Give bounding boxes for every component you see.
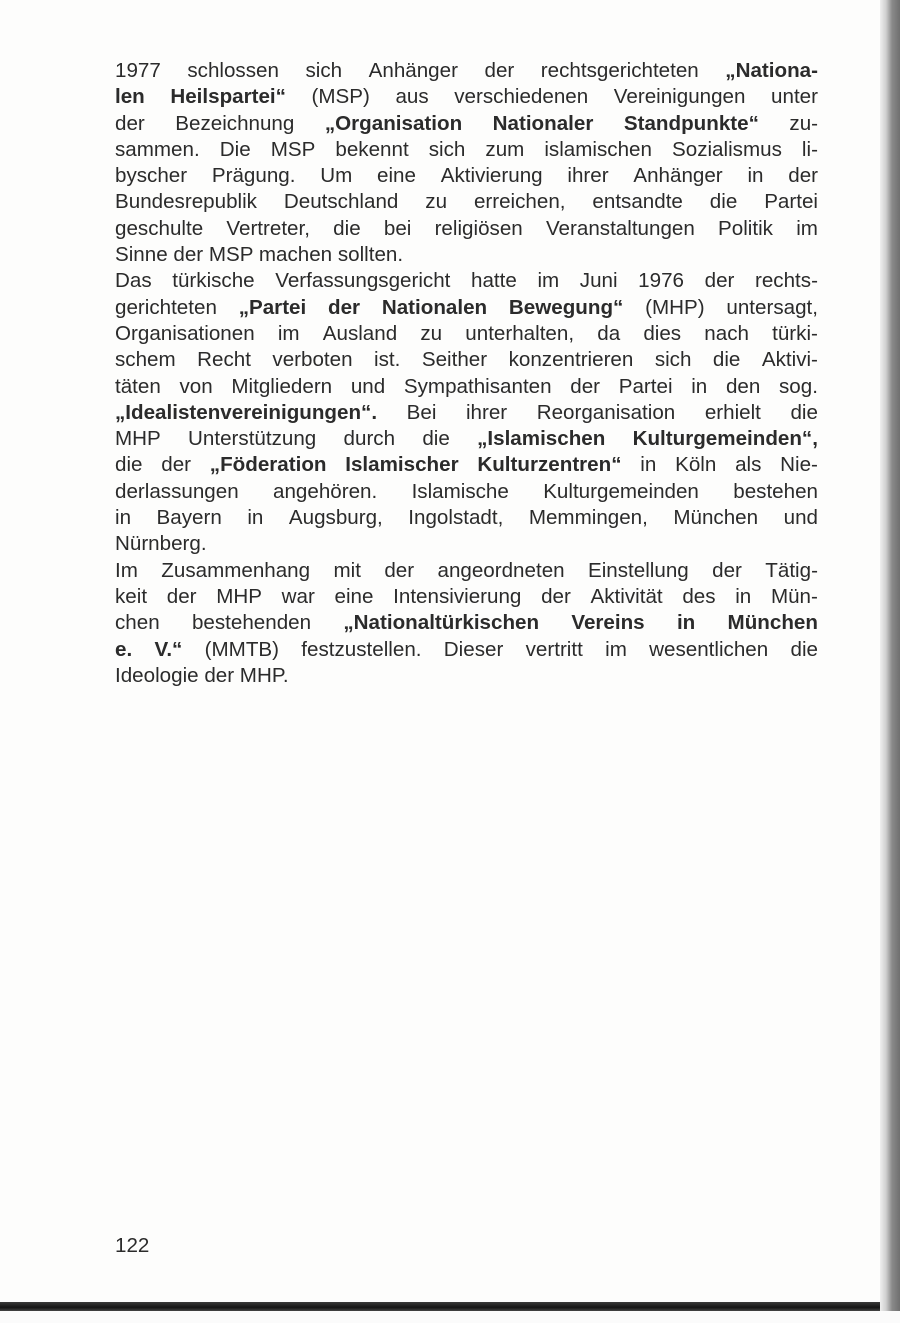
word: in xyxy=(676,611,696,635)
word: derlassungen xyxy=(115,479,239,503)
word: in xyxy=(247,506,264,530)
text-line xyxy=(115,505,818,531)
text-run: Sinne der MSP machen sollten. xyxy=(115,243,404,267)
text-line xyxy=(115,374,818,400)
word: li- xyxy=(801,137,818,161)
word: in xyxy=(747,164,764,188)
text-line xyxy=(115,216,818,242)
word: München xyxy=(727,611,818,635)
word: nach xyxy=(704,321,749,345)
word: und xyxy=(350,374,386,398)
word: sich xyxy=(305,59,343,82)
word: Vereins xyxy=(571,611,645,635)
text-line xyxy=(115,479,818,505)
word: sog. xyxy=(779,374,818,398)
word: ihrer xyxy=(465,400,508,424)
word: Dieser xyxy=(443,637,504,661)
word: (MMTB) xyxy=(204,637,279,661)
word: (MHP) xyxy=(645,295,705,319)
word: und xyxy=(783,506,818,530)
word: Memmingen, xyxy=(528,506,648,530)
word: da xyxy=(597,321,621,345)
word: Seither xyxy=(421,348,488,372)
word: die xyxy=(422,427,450,451)
word: len xyxy=(115,85,145,109)
word: der xyxy=(788,164,818,188)
word: der xyxy=(712,558,742,582)
word: Politik xyxy=(718,216,773,240)
word: Kulturgemeinden“, xyxy=(632,427,818,451)
word: Islamischer xyxy=(345,453,459,477)
word: geschulte xyxy=(115,216,204,240)
text-line xyxy=(115,452,818,478)
word: Sozialismus xyxy=(672,137,782,161)
word: der xyxy=(484,59,515,82)
word: Ingolstadt, xyxy=(408,506,504,530)
word: MHP xyxy=(115,427,161,451)
word: verschiedenen xyxy=(454,85,589,109)
word: sich xyxy=(428,137,466,161)
text-line xyxy=(115,584,818,610)
word: Standpunkte“ xyxy=(623,111,759,135)
word: Nationaler xyxy=(492,111,594,135)
word: bekennt xyxy=(335,137,409,161)
word: im xyxy=(605,637,627,661)
word: ist. xyxy=(374,348,401,372)
word: der xyxy=(704,269,735,293)
text-line xyxy=(115,321,818,347)
word: die xyxy=(790,400,818,424)
word: angehören. xyxy=(273,479,378,503)
word: in xyxy=(115,506,132,530)
word: Aktivität xyxy=(590,584,663,608)
word: bei xyxy=(383,216,412,240)
word: türki- xyxy=(772,321,818,345)
word: Im xyxy=(115,558,138,582)
text-line xyxy=(115,637,818,663)
text-line xyxy=(115,663,818,689)
word: dies xyxy=(643,321,682,345)
word: „Organisation xyxy=(324,111,463,135)
text-line xyxy=(115,295,818,321)
word: Partei xyxy=(618,374,673,398)
word: 1976 xyxy=(638,269,684,293)
text-line xyxy=(115,189,818,215)
word: „Idealistenvereinigungen“. xyxy=(115,400,378,424)
word: aus xyxy=(395,85,429,109)
page-number: 122 xyxy=(115,1234,150,1257)
word: Vereinigungen xyxy=(613,85,746,109)
word: „Nationa- xyxy=(725,59,818,82)
word: der xyxy=(161,453,192,477)
word: rechtsgerichteten xyxy=(540,59,699,82)
word: V.“ xyxy=(154,637,183,661)
word: die xyxy=(709,190,738,214)
word: eine xyxy=(334,584,374,608)
word: Mün- xyxy=(770,584,818,608)
word: Bewegung“ xyxy=(508,295,624,319)
word: Bezeichnung xyxy=(175,111,295,135)
word: Zusammenhang xyxy=(161,558,311,582)
word: religiösen xyxy=(434,216,523,240)
word: schem xyxy=(115,348,176,372)
word: untersagt, xyxy=(726,295,818,319)
word: entsandte xyxy=(592,190,683,214)
word: bestehenden xyxy=(191,611,312,635)
word: mit xyxy=(333,558,361,582)
word: Mitgliedern xyxy=(231,374,333,398)
text-line xyxy=(115,268,818,294)
text-line xyxy=(115,58,818,84)
word: erreichen, xyxy=(473,190,566,214)
word: Prägung. xyxy=(211,164,296,188)
word: „Föderation xyxy=(209,453,327,477)
word: keit xyxy=(115,584,148,608)
word: gerichteten xyxy=(115,295,217,319)
word: Partei xyxy=(764,190,818,214)
word: Die xyxy=(219,137,251,161)
word: war xyxy=(281,584,315,608)
word: Juni xyxy=(579,269,618,293)
word: Recht xyxy=(197,348,251,372)
word: der xyxy=(541,584,571,608)
word: „Islamischen xyxy=(477,427,606,451)
word: Vertreter, xyxy=(226,216,310,240)
word: angeordneten xyxy=(437,558,565,582)
word: Bundesrepublik xyxy=(115,190,257,214)
word: e. xyxy=(115,637,133,661)
word: unter xyxy=(771,85,818,109)
text-line xyxy=(115,242,818,268)
word: Reorganisation xyxy=(536,400,676,424)
word: ihrer xyxy=(567,164,609,188)
word: eine xyxy=(377,164,416,188)
word: MSP xyxy=(270,137,316,161)
word: erhielt xyxy=(704,400,761,424)
text-line xyxy=(115,347,818,373)
word: chen xyxy=(115,611,160,635)
word: Aktivierung xyxy=(440,164,543,188)
word: zum xyxy=(485,137,525,161)
word: im xyxy=(537,269,560,293)
word: MHP xyxy=(216,584,262,608)
word: Intensivierung xyxy=(393,584,522,608)
word: „Partei xyxy=(238,295,307,319)
page-edge-right xyxy=(880,0,900,1323)
word: den xyxy=(725,374,761,398)
word: täten xyxy=(115,374,161,398)
word: zu xyxy=(425,190,448,214)
word: Nie- xyxy=(780,453,818,477)
word: in xyxy=(735,584,752,608)
word: Augsburg, xyxy=(288,506,383,530)
word: 1977 xyxy=(115,59,161,82)
word: der xyxy=(570,374,601,398)
page-margin-bottom xyxy=(0,1311,900,1323)
text-line xyxy=(115,426,818,452)
text-line xyxy=(115,558,818,584)
word: wesentlichen xyxy=(649,637,769,661)
word: die xyxy=(115,453,143,477)
word: in xyxy=(691,374,708,398)
word: Aktivi- xyxy=(761,348,818,372)
word: vertritt xyxy=(525,637,583,661)
word: „Nationaltürkischen xyxy=(343,611,540,635)
word: im xyxy=(277,321,300,345)
word: verboten xyxy=(272,348,353,372)
word: Heilspartei“ xyxy=(170,85,286,109)
word: hatte xyxy=(471,269,517,293)
word: Ausland xyxy=(322,321,398,345)
text-line xyxy=(115,137,818,163)
word: die xyxy=(712,348,741,372)
word: rechts- xyxy=(754,269,818,293)
word: Kulturgemeinden xyxy=(543,479,699,503)
text-line xyxy=(115,84,818,110)
word: byscher xyxy=(115,164,188,188)
word: sammen. xyxy=(115,137,200,161)
text-run: Nürnberg. xyxy=(115,532,207,556)
text-line xyxy=(115,400,818,426)
word: die xyxy=(333,216,361,240)
text-run: Ideologie der MHP. xyxy=(115,663,289,687)
text-line xyxy=(115,531,818,557)
word: Nationalen xyxy=(381,295,488,319)
word: konzentrieren xyxy=(508,348,634,372)
word: Islamische xyxy=(411,479,509,503)
word: der xyxy=(384,558,415,582)
word: Anhänger xyxy=(368,59,458,82)
word: Anhänger xyxy=(633,164,723,188)
word: Kulturzentren“ xyxy=(477,453,622,477)
word: der xyxy=(166,584,197,608)
text-line xyxy=(115,111,818,137)
word: zu- xyxy=(789,111,818,135)
word: der xyxy=(115,111,145,135)
word: zu xyxy=(420,321,443,345)
word: Um xyxy=(320,164,353,188)
word: Veranstaltungen xyxy=(545,216,695,240)
word: Das xyxy=(115,269,152,293)
word: des xyxy=(682,584,716,608)
word: Sympathisanten xyxy=(403,374,552,398)
word: Unterstützung xyxy=(188,427,317,451)
word: Bayern xyxy=(156,506,222,530)
word: unterhalten, xyxy=(465,321,575,345)
word: durch xyxy=(343,427,396,451)
word: (MSP) xyxy=(311,85,370,109)
word: türkische xyxy=(172,269,255,293)
word: schlossen xyxy=(187,59,279,82)
word: festzustellen. xyxy=(301,637,422,661)
word: im xyxy=(796,216,818,240)
body-text xyxy=(115,58,818,689)
word: von xyxy=(179,374,213,398)
word: in xyxy=(640,453,657,477)
word: Verfassungsgericht xyxy=(275,269,451,293)
word: bestehen xyxy=(733,479,818,503)
word: die xyxy=(790,637,818,661)
word: als xyxy=(735,453,762,477)
page-edge-bottom xyxy=(0,1302,880,1311)
word: Deutschland xyxy=(283,190,399,214)
word: Köln xyxy=(675,453,717,477)
text-line xyxy=(115,610,818,636)
word: Tätig- xyxy=(765,558,818,582)
word: Einstellung xyxy=(588,558,689,582)
word: Bei xyxy=(406,400,437,424)
text-line xyxy=(115,163,818,189)
word: der xyxy=(328,295,361,319)
word: Organisationen xyxy=(115,321,255,345)
word: sich xyxy=(654,348,692,372)
word: München xyxy=(673,506,759,530)
word: islamischen xyxy=(544,137,652,161)
